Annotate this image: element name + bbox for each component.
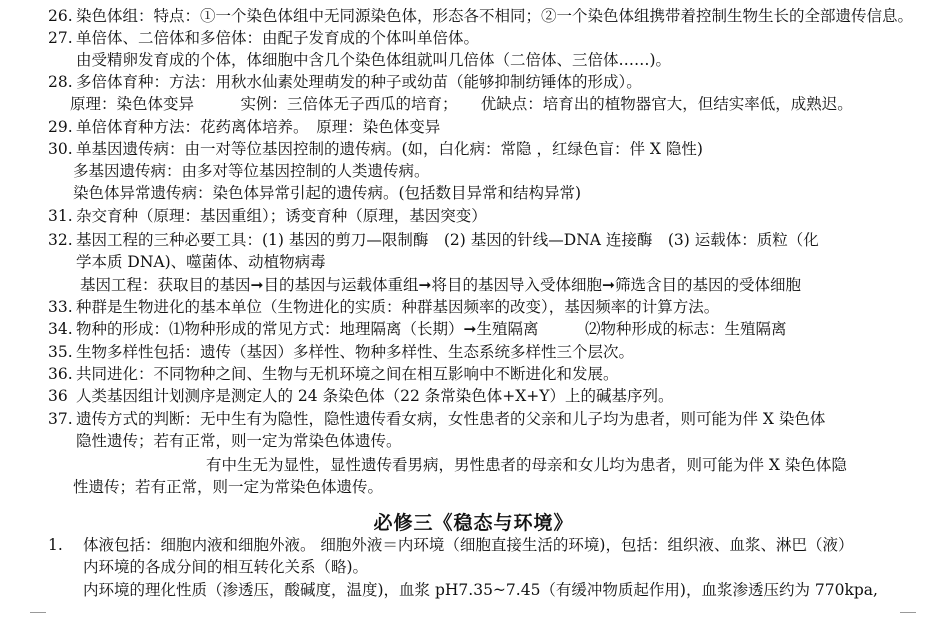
item-number: 26. — [48, 7, 73, 25]
item-number: 36. — [48, 365, 73, 383]
item-text: 单倍体、二倍体和多倍体：由配子发育成的个体叫单倍体。 — [76, 29, 480, 47]
item-text: 隐性遗传；若有正常，则一定为常染色体遗传。 — [76, 432, 402, 450]
item-text: 染色体异常遗传病：染色体异常引起的遗传病。(包括数目异常和结构异常) — [73, 184, 582, 202]
item-text: 基因工程：获取目的基因➞目的基因与运载体重组➞将目的基因导入受体细胞➞筛选含目的基因的受体细胞 — [80, 276, 801, 294]
section-heading: 必修三《稳态与环境》 — [373, 512, 574, 534]
item-text: 种群是生物进化的基本单位（生物进化的实质：种群基因频率的改变），基因频率的计算方法。 — [76, 298, 720, 316]
item-text: 内环境的各成分间的相互转化关系（略)。 — [83, 558, 369, 576]
item-text: 生物多样性包括：遗传（基因）多样性、物种多样性、生态系统多样性三个层次。 — [76, 343, 635, 361]
item-text: 人类基因组计划测序是测定人的 24 条染色体（22 条常染色体+X+Y）上的碱基序列。 — [76, 387, 674, 405]
item-text: 遗传方式的判断：无中生有为隐性，隐性遗传看女病，女性患者的父亲和儿子均为患者，则可能为伴 X 染色体 — [76, 410, 826, 428]
item-text: 学本质 DNA)、噬菌体、动植物病毒 — [76, 253, 326, 271]
item-number: 27. — [48, 29, 73, 47]
item-number: 30. — [48, 140, 73, 158]
item-number: 36 — [48, 387, 68, 405]
item-text: 杂交育种（原理：基因重组）；诱变育种（原理，基因突变） — [76, 207, 487, 225]
item-text: 基因工程的三种必要工具：(1) 基因的剪刀—限制酶 (2) 基因的针线—DNA 连接酶 (3) 运载体：质粒（化 — [76, 231, 819, 249]
item-number: 29. — [48, 118, 73, 136]
item-number: 34. — [48, 320, 73, 338]
item-number: 32. — [48, 231, 73, 249]
item-text: 由受精卵发育成的个体，体细胞中含几个染色体组就叫几倍体（二倍体、三倍体……)。 — [76, 51, 672, 69]
item-text: 体液包括：细胞内液和细胞外液。 细胞外液＝内环境（细胞直接生活的环境)，包括：组织液、血浆、淋巴（液） — [83, 536, 854, 554]
item-text: 内环境的理化性质（渗透压，酸碱度，温度)，血浆 pH7.35~7.45（有缓冲物质起作用)，血浆渗透压约为 770kpa, — [83, 581, 878, 599]
item-number: 1. — [48, 536, 63, 554]
item-text: 单倍体育种方法：花药离体培养。 原理：染色体变异 — [76, 118, 441, 136]
item-number: 31. — [48, 207, 73, 225]
item-number: 33. — [48, 298, 73, 316]
item-text: 多倍体育种：方法：用秋水仙素处理萌发的种子或幼苗（能够抑制纺锤体的形成）。 — [76, 73, 642, 91]
item-text: 单基因遗传病：由一对等位基因控制的遗传病。(如，白化病：常隐 ，红绿色盲：伴 X 隐性) — [76, 140, 703, 158]
item-text: 性遗传；若有正常，则一定为常染色体遗传。 — [73, 478, 384, 496]
item-number: 28. — [48, 73, 73, 91]
item-text: 染色体组：特点：①一个染色体组中无同源染色体，形态各不相同；②一个染色体组携带着控制生物生长的全部遗传信息。 — [76, 7, 914, 25]
item-text: 有中生无为显性，显性遗传看男病，男性患者的母亲和女儿均为患者，则可能为伴 X 染色体隐 — [206, 456, 847, 474]
item-text: 共同进化：不同物种之间、生物与无机环境之间在相互影响中不断进化和发展。 — [76, 365, 619, 383]
item-text: 物种的形成：⑴物种形成的常见方式：地理隔离（长期）➞生殖隔离 ⑵物种形成的标志：生殖隔离 — [76, 320, 787, 338]
item-text: 多基因遗传病：由多对等位基因控制的人类遗传病。 — [73, 162, 430, 180]
item-number: 37. — [48, 410, 73, 428]
item-text: 原理：染色体变异 实例：三倍体无子西瓜的培育； 优缺点：培育出的植物器官大，但结实率低，成熟迟。 — [70, 95, 853, 113]
item-number: 35. — [48, 343, 73, 361]
